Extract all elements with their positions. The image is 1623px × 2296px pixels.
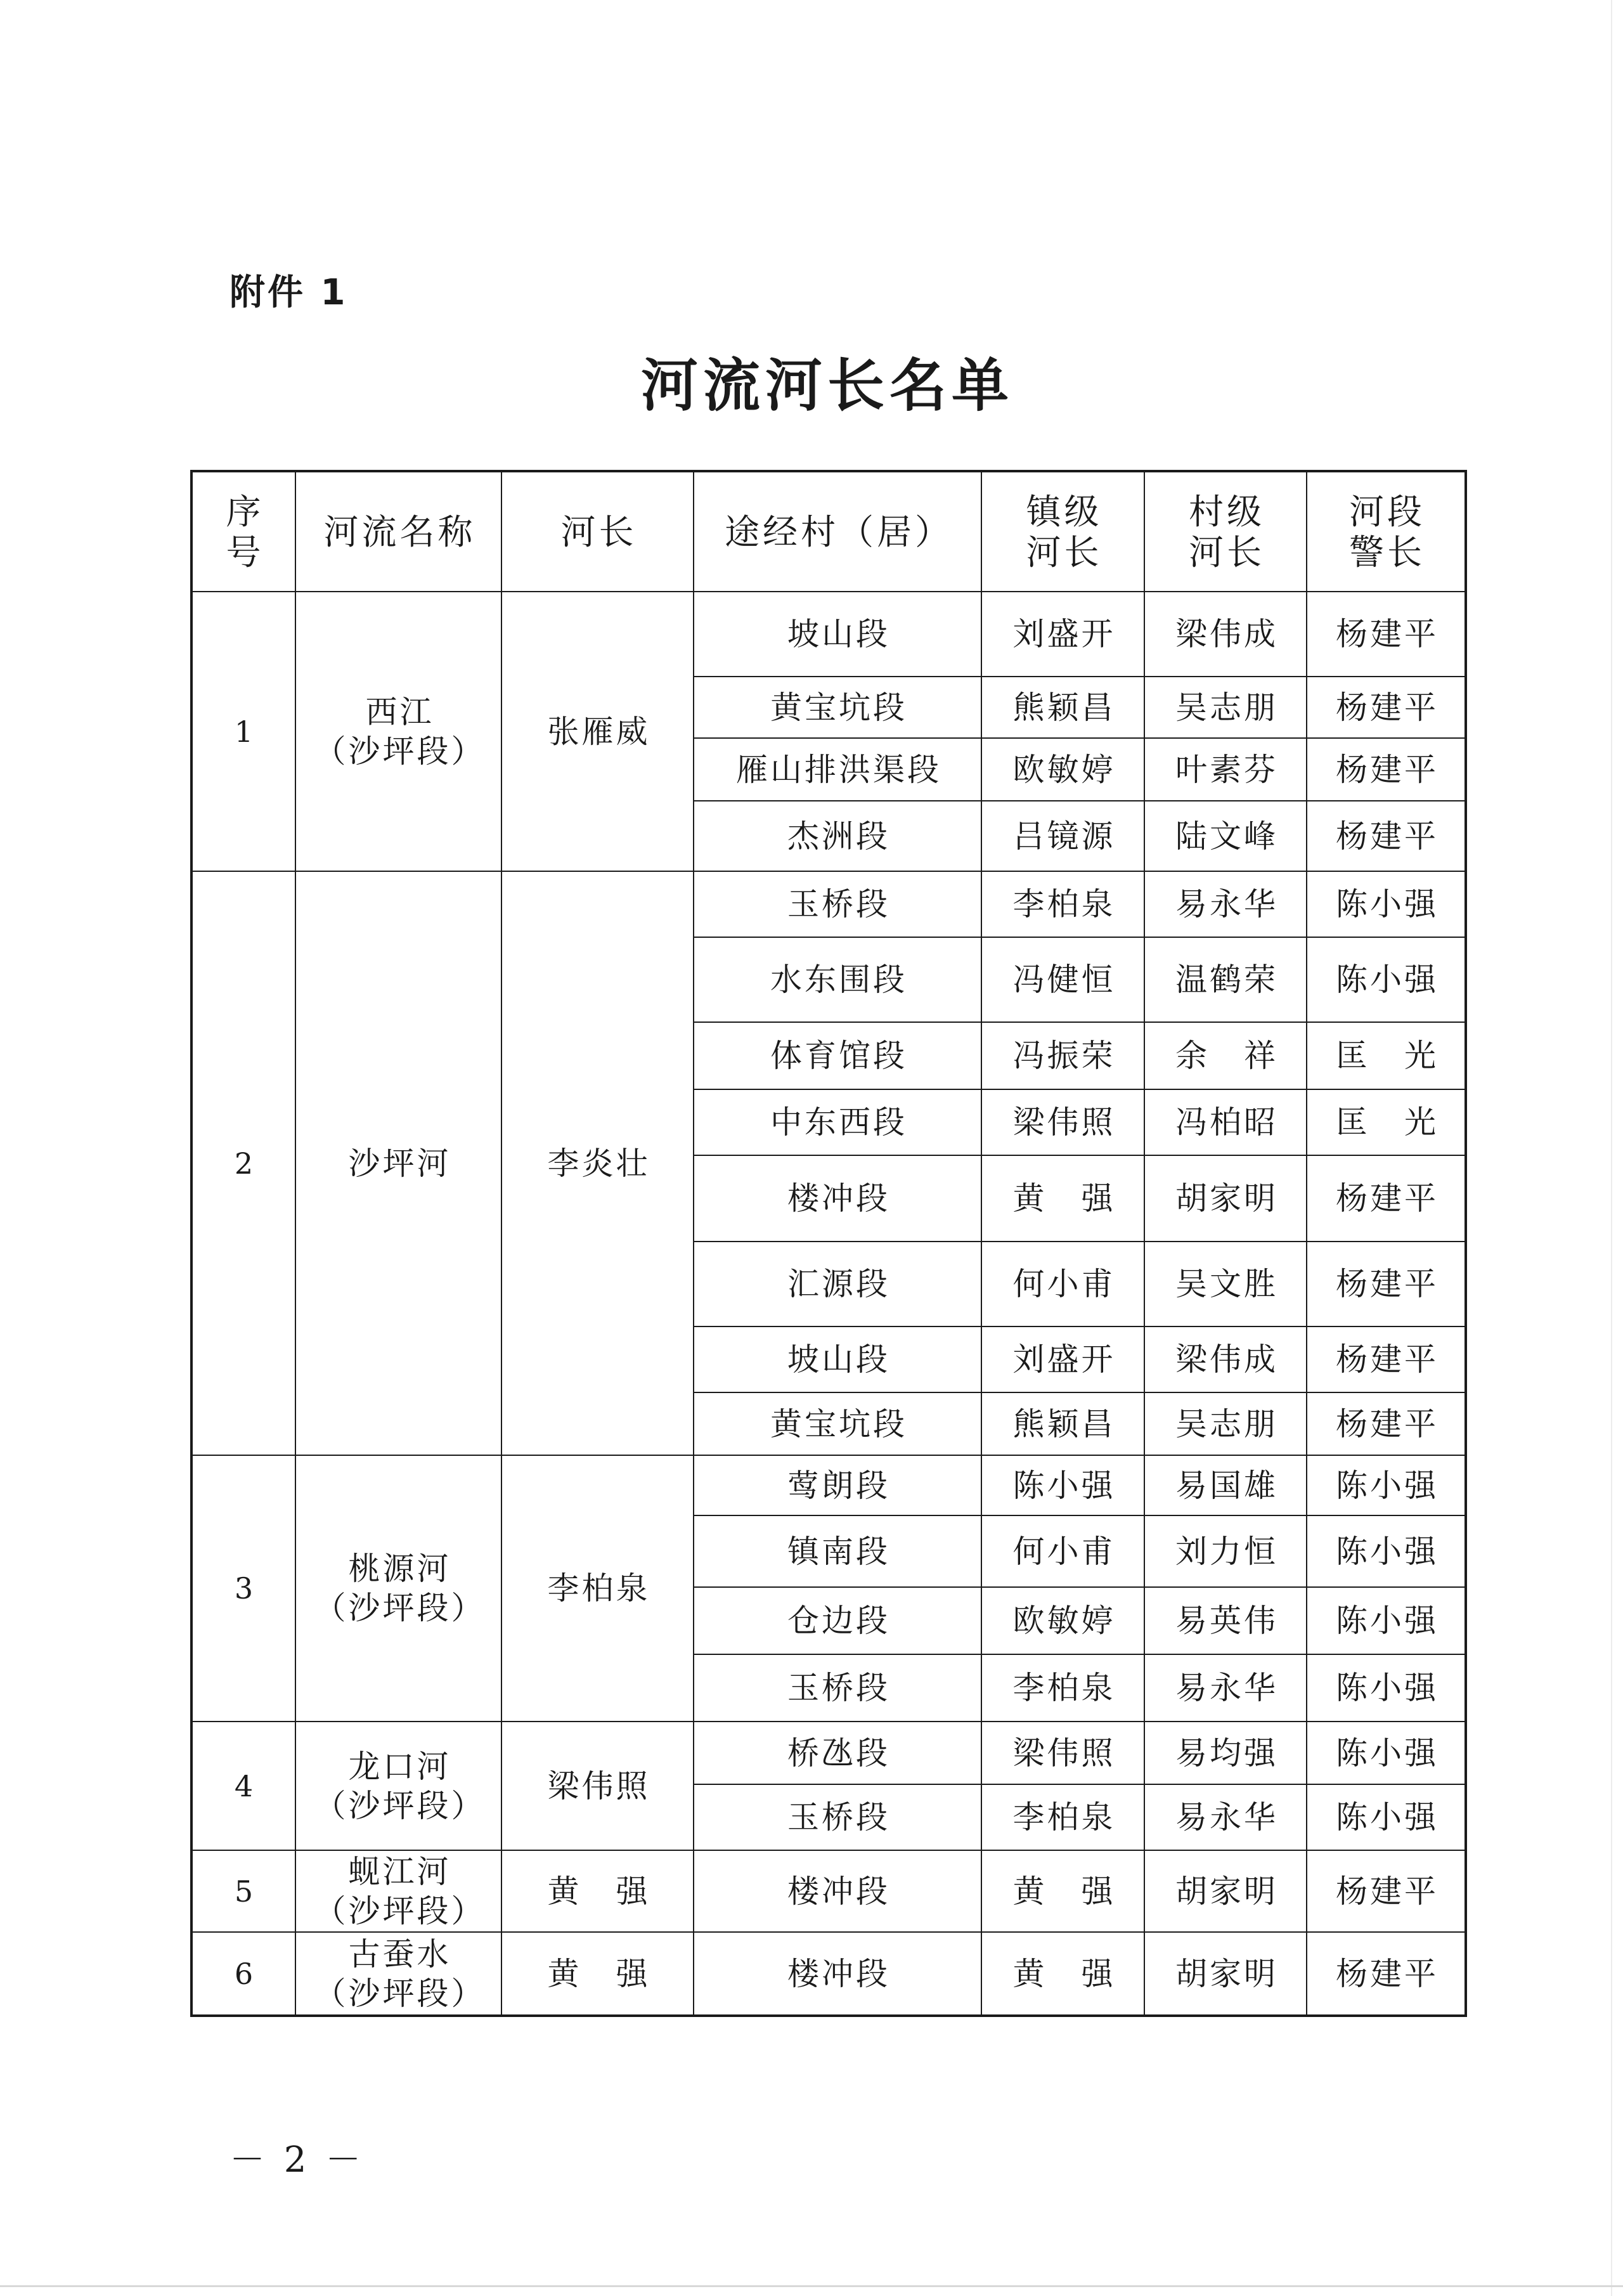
- table-cell-village-chief: 梁伟成: [1144, 592, 1307, 677]
- header-police-chief-line: 河段: [1348, 491, 1425, 532]
- table-cell-village-chief: 叶素芬: [1144, 738, 1307, 801]
- table-cell-town-chief: 冯振荣: [981, 1022, 1144, 1089]
- table-cell-police-chief: 陈小强: [1307, 1455, 1466, 1515]
- table-cell-police-chief: 杨建平: [1307, 801, 1466, 871]
- table-cell-village: 楼冲段: [694, 1932, 981, 2016]
- table-row: [191, 1722, 1466, 1784]
- table-cell-village: 中东西段: [694, 1089, 981, 1155]
- table-cell-town-chief: 李柏泉: [981, 871, 1144, 937]
- table-cell-river-name: [295, 871, 501, 1455]
- table-cell-town-chief: 黄 强: [981, 1932, 1144, 2016]
- table-cell-village-chief: 陆文峰: [1144, 801, 1307, 871]
- table-cell-town-chief: 熊颖昌: [981, 677, 1144, 738]
- table-cell-town-chief: 李柏泉: [981, 1654, 1144, 1722]
- table-cell-river-chief: 黄 强: [501, 1850, 694, 1932]
- table-header-row: [191, 471, 1466, 592]
- table-cell-village: 黄宝坑段: [694, 677, 981, 738]
- header-river-name: 河流名称: [295, 471, 501, 592]
- river-name-line: （沙坪段）: [314, 1787, 486, 1824]
- table-cell-river-chief: 梁伟照: [501, 1722, 694, 1850]
- table-cell-village: 雁山排洪渠段: [694, 738, 981, 801]
- table-row: [191, 592, 1466, 677]
- table-cell-town-chief: 何小甫: [981, 1515, 1144, 1587]
- table-cell-village: 桥氹段: [694, 1722, 981, 1784]
- header-village-chief-line: 村级: [1188, 491, 1265, 532]
- river-name-line: 沙坪河: [348, 1145, 451, 1182]
- table-cell-town-chief: 梁伟照: [981, 1722, 1144, 1784]
- table-cell-police-chief: 杨建平: [1307, 738, 1466, 801]
- table-cell-police-chief: 杨建平: [1307, 1242, 1466, 1326]
- table-cell-village-chief: 吴志朋: [1144, 1392, 1307, 1455]
- table-cell-village: 汇源段: [694, 1242, 981, 1326]
- header-index: [191, 471, 295, 592]
- table-cell-village-chief: 易永华: [1144, 1784, 1307, 1850]
- table-cell-village-chief: 易国雄: [1144, 1455, 1307, 1515]
- table-cell-village-chief: 吴志朋: [1144, 677, 1307, 738]
- header-police-chief-line: 警长: [1348, 531, 1425, 573]
- table-cell-village-chief: 温鹤荣: [1144, 937, 1307, 1022]
- table-cell-town-chief: 刘盛开: [981, 592, 1144, 677]
- table-cell-village-chief: 吴文胜: [1144, 1242, 1307, 1326]
- table-cell-river-chief: 黄 强: [501, 1932, 694, 2016]
- table-cell-village: 玉桥段: [694, 1654, 981, 1722]
- table-cell-police-chief: 陈小强: [1307, 871, 1466, 937]
- header-town-chief: [981, 471, 1144, 592]
- table-cell-town-chief: 陈小强: [981, 1455, 1144, 1515]
- table-cell-police-chief: 陈小强: [1307, 1722, 1466, 1784]
- river-name-line: （沙坪段）: [314, 1975, 486, 2012]
- table-cell-village-chief: 梁伟成: [1144, 1326, 1307, 1392]
- table-cell-index: 5: [191, 1850, 295, 1932]
- attachment-label: 附件 1: [230, 272, 348, 313]
- table-cell-village: 楼冲段: [694, 1155, 981, 1242]
- table-cell-village-chief: 胡家明: [1144, 1932, 1307, 2016]
- table-cell-police-chief: 杨建平: [1307, 1155, 1466, 1242]
- table-cell-town-chief: 李柏泉: [981, 1784, 1144, 1850]
- table-cell-index: 6: [191, 1932, 295, 2016]
- table-cell-town-chief: 欧敏婷: [981, 738, 1144, 801]
- table-cell-village: 楼冲段: [694, 1850, 981, 1932]
- table-cell-police-chief: 陈小强: [1307, 937, 1466, 1022]
- table-cell-village-chief: 易均强: [1144, 1722, 1307, 1784]
- table-cell-village-chief: 胡家明: [1144, 1155, 1307, 1242]
- document-title: 河流河长名单: [641, 352, 1014, 419]
- table-cell-village-chief: 胡家明: [1144, 1850, 1307, 1932]
- table-cell-village: 黄宝坑段: [694, 1392, 981, 1455]
- table-cell-police-chief: 陈小强: [1307, 1784, 1466, 1850]
- river-name-line: 蚬江河: [348, 1853, 451, 1890]
- table-cell-town-chief: 刘盛开: [981, 1326, 1144, 1392]
- table-cell-town-chief: 黄 强: [981, 1850, 1144, 1932]
- table-cell-village-chief: 易永华: [1144, 1654, 1307, 1722]
- table-cell-river-chief: 李炎壮: [501, 871, 694, 1455]
- table-cell-index: 1: [191, 592, 295, 871]
- header-village-chief-line: 河长: [1188, 531, 1265, 573]
- table-cell-river-name: [295, 1722, 501, 1850]
- table-cell-village: 杰洲段: [694, 801, 981, 871]
- table-cell-river-name: [295, 1850, 501, 1932]
- scan-edge-line: [0, 2285, 1623, 2287]
- table-cell-police-chief: 匡 光: [1307, 1022, 1466, 1089]
- table-cell-police-chief: 杨建平: [1307, 1392, 1466, 1455]
- table-cell-police-chief: 陈小强: [1307, 1654, 1466, 1722]
- table-cell-village: 镇南段: [694, 1515, 981, 1587]
- table-cell-river-chief: 张雁威: [501, 592, 694, 871]
- table-cell-index: 2: [191, 871, 295, 1455]
- table-cell-village: 莺朗段: [694, 1455, 981, 1515]
- table-cell-town-chief: 梁伟照: [981, 1089, 1144, 1155]
- table-cell-village-chief: 易英伟: [1144, 1587, 1307, 1654]
- river-name-line: 龙口河: [348, 1748, 451, 1785]
- table-cell-town-chief: 黄 强: [981, 1155, 1144, 1242]
- header-village-chief: [1144, 471, 1307, 592]
- table-cell-index: 4: [191, 1722, 295, 1850]
- table-cell-police-chief: 匡 光: [1307, 1089, 1466, 1155]
- header-index-line: 号: [226, 531, 264, 573]
- table-cell-index: 3: [191, 1455, 295, 1722]
- table-body: [191, 592, 1466, 2016]
- table-cell-village-chief: 余 祥: [1144, 1022, 1307, 1089]
- table-cell-police-chief: 杨建平: [1307, 677, 1466, 738]
- page-number: － 2 －: [230, 2139, 365, 2181]
- river-name-line: （沙坪段）: [314, 732, 486, 770]
- table-cell-village: 体育馆段: [694, 1022, 981, 1089]
- header-police-chief: [1307, 471, 1466, 592]
- table-cell-river-chief: 李柏泉: [501, 1455, 694, 1722]
- table-cell-village: 水东围段: [694, 937, 981, 1022]
- header-town-chief-line: 镇级: [1026, 491, 1102, 532]
- table-cell-town-chief: 何小甫: [981, 1242, 1144, 1326]
- table-cell-village-chief: 易永华: [1144, 871, 1307, 937]
- table-cell-town-chief: 冯健恒: [981, 937, 1144, 1022]
- river-chief-table: [190, 470, 1467, 2017]
- table-cell-police-chief: 杨建平: [1307, 1326, 1466, 1392]
- table-cell-village: 仓边段: [694, 1587, 981, 1654]
- table-cell-village: 玉桥段: [694, 1784, 981, 1850]
- header-index-line: 序: [226, 491, 264, 532]
- table-cell-town-chief: 欧敏婷: [981, 1587, 1144, 1654]
- table-row: [191, 1850, 1466, 1932]
- river-name-line: （沙坪段）: [314, 1590, 486, 1626]
- table-cell-police-chief: 杨建平: [1307, 1850, 1466, 1932]
- header-villages: 途经村（居）: [694, 471, 981, 592]
- table-row: [191, 871, 1466, 937]
- table-cell-police-chief: 陈小强: [1307, 1515, 1466, 1587]
- table-cell-river-name: [295, 1932, 501, 2016]
- table-row: [191, 1932, 1466, 2016]
- table-cell-police-chief: 杨建平: [1307, 592, 1466, 677]
- table-cell-river-name: [295, 1455, 501, 1722]
- table-cell-police-chief: 杨建平: [1307, 1932, 1466, 2016]
- table-cell-town-chief: 吕镜源: [981, 801, 1144, 871]
- river-name-line: 古蚕水: [348, 1935, 451, 1973]
- table-cell-village-chief: 冯柏昭: [1144, 1089, 1307, 1155]
- table-cell-village-chief: 刘力恒: [1144, 1515, 1307, 1587]
- scan-edge-line: [1611, 0, 1612, 2296]
- table-cell-police-chief: 陈小强: [1307, 1587, 1466, 1654]
- river-name-line: （沙坪段）: [314, 1892, 486, 1930]
- table-cell-town-chief: 熊颖昌: [981, 1392, 1144, 1455]
- river-name-line: 桃源河: [348, 1550, 451, 1587]
- river-name-line: 西江: [365, 693, 434, 730]
- table-cell-village: 坡山段: [694, 1326, 981, 1392]
- table-cell-village: 坡山段: [694, 592, 981, 677]
- table-row: [191, 1455, 1466, 1515]
- table-cell-river-name: [295, 592, 501, 871]
- table-cell-village: 玉桥段: [694, 871, 981, 937]
- header-town-chief-line: 河长: [1026, 531, 1102, 573]
- header-river-chief: 河长: [501, 471, 694, 592]
